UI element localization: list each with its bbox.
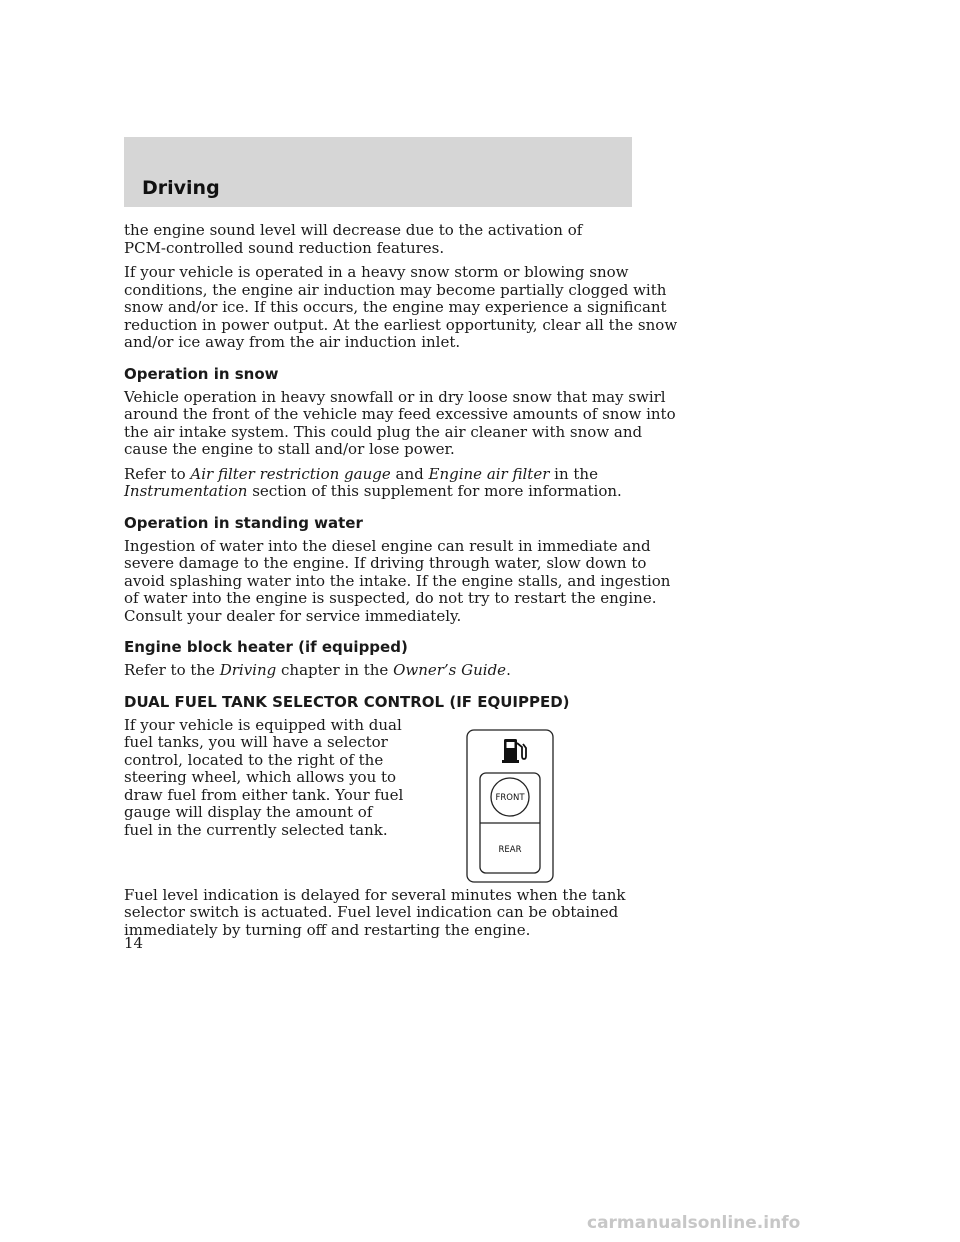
front-label: FRONT (495, 792, 525, 803)
fuel-tank-selector-figure (466, 729, 554, 883)
paragraph-heater-refer: Refer to the Driving chapter in the Owner’s Guide. (124, 661, 511, 679)
paragraph-snow-refer: Refer to Air filter restriction gauge and Engine air filter in the Instrumentation section of this supplement for more information. (124, 464, 622, 500)
heading-engine-block-heater: Engine block heater (if equipped) (124, 638, 408, 656)
page-content (124, 221, 678, 946)
paragraph-operation-in-snow: Vehicle operation in heavy snowfall or in dry loose snow that may swirl around the front of the vehicle may feed excessive amounts of snow into the air intake system. This could plug the air cleaner with snow and cause the engine to stall and/or lose power. (124, 387, 676, 458)
ref-air-filter-restriction-gauge: Air filter restriction gauge (190, 464, 391, 483)
ref-driving: Driving (219, 661, 277, 679)
chapter-title: Driving (142, 177, 220, 199)
paragraph-sound-level: the engine sound level will decrease due to the activation of PCM-controlled sound reduction features. (124, 221, 583, 257)
dual-tank-section (124, 717, 644, 887)
paragraph-snow-storm: If your vehicle is operated in a heavy snow storm or blowing snow conditions, the engine air induction may become partially clogged with snow and/or ice. If this occurs, the engine may experience a significant reduction in power output. At the earliest opportunity, clear all the snow and/or ice away from the air induction inlet. (124, 263, 678, 351)
heading-dual-fuel-tank-selector: DUAL FUEL TANK SELECTOR CONTROL (IF EQUIPPED) (124, 692, 570, 711)
chapter-header-band (124, 137, 632, 207)
ref-engine-air-filter: Engine air filter (428, 464, 550, 483)
heading-operation-in-snow: Operation in snow (124, 364, 279, 383)
rear-label: REAR (498, 844, 522, 855)
footer-watermark: carmanualsonline.info (587, 1213, 801, 1233)
paragraph-fuel-level-indication: Fuel level indication is delayed for several minutes when the tank selector switch is actuated. Fuel level indication can be obtained immediately by turning off and restarting the engine. (124, 885, 626, 939)
heading-operation-in-standing-water: Operation in standing water (124, 513, 363, 532)
ref-owners-guide: Owner’s Guide (393, 661, 507, 679)
paragraph-dual-tank: If your vehicle is equipped with dual fuel tanks, you will have a selector control, located to the right of the steering wheel, which allows you to draw fuel from either tank. Your fuel gauge will display the amount of fuel in the currently selected tank. (124, 715, 404, 839)
paragraph-standing-water: Ingestion of water into the diesel engine can result in immediate and severe damage to the engine. If driving through water, slow down to avoid splashing water into the intake. If the engine stalls, and ingestion of water into the engine is suspected, do not try to restart the engine. Consult your dealer for service immediately. (124, 536, 671, 625)
ref-instrumentation: Instrumentation (124, 482, 248, 500)
page-number: 14 (124, 934, 144, 952)
